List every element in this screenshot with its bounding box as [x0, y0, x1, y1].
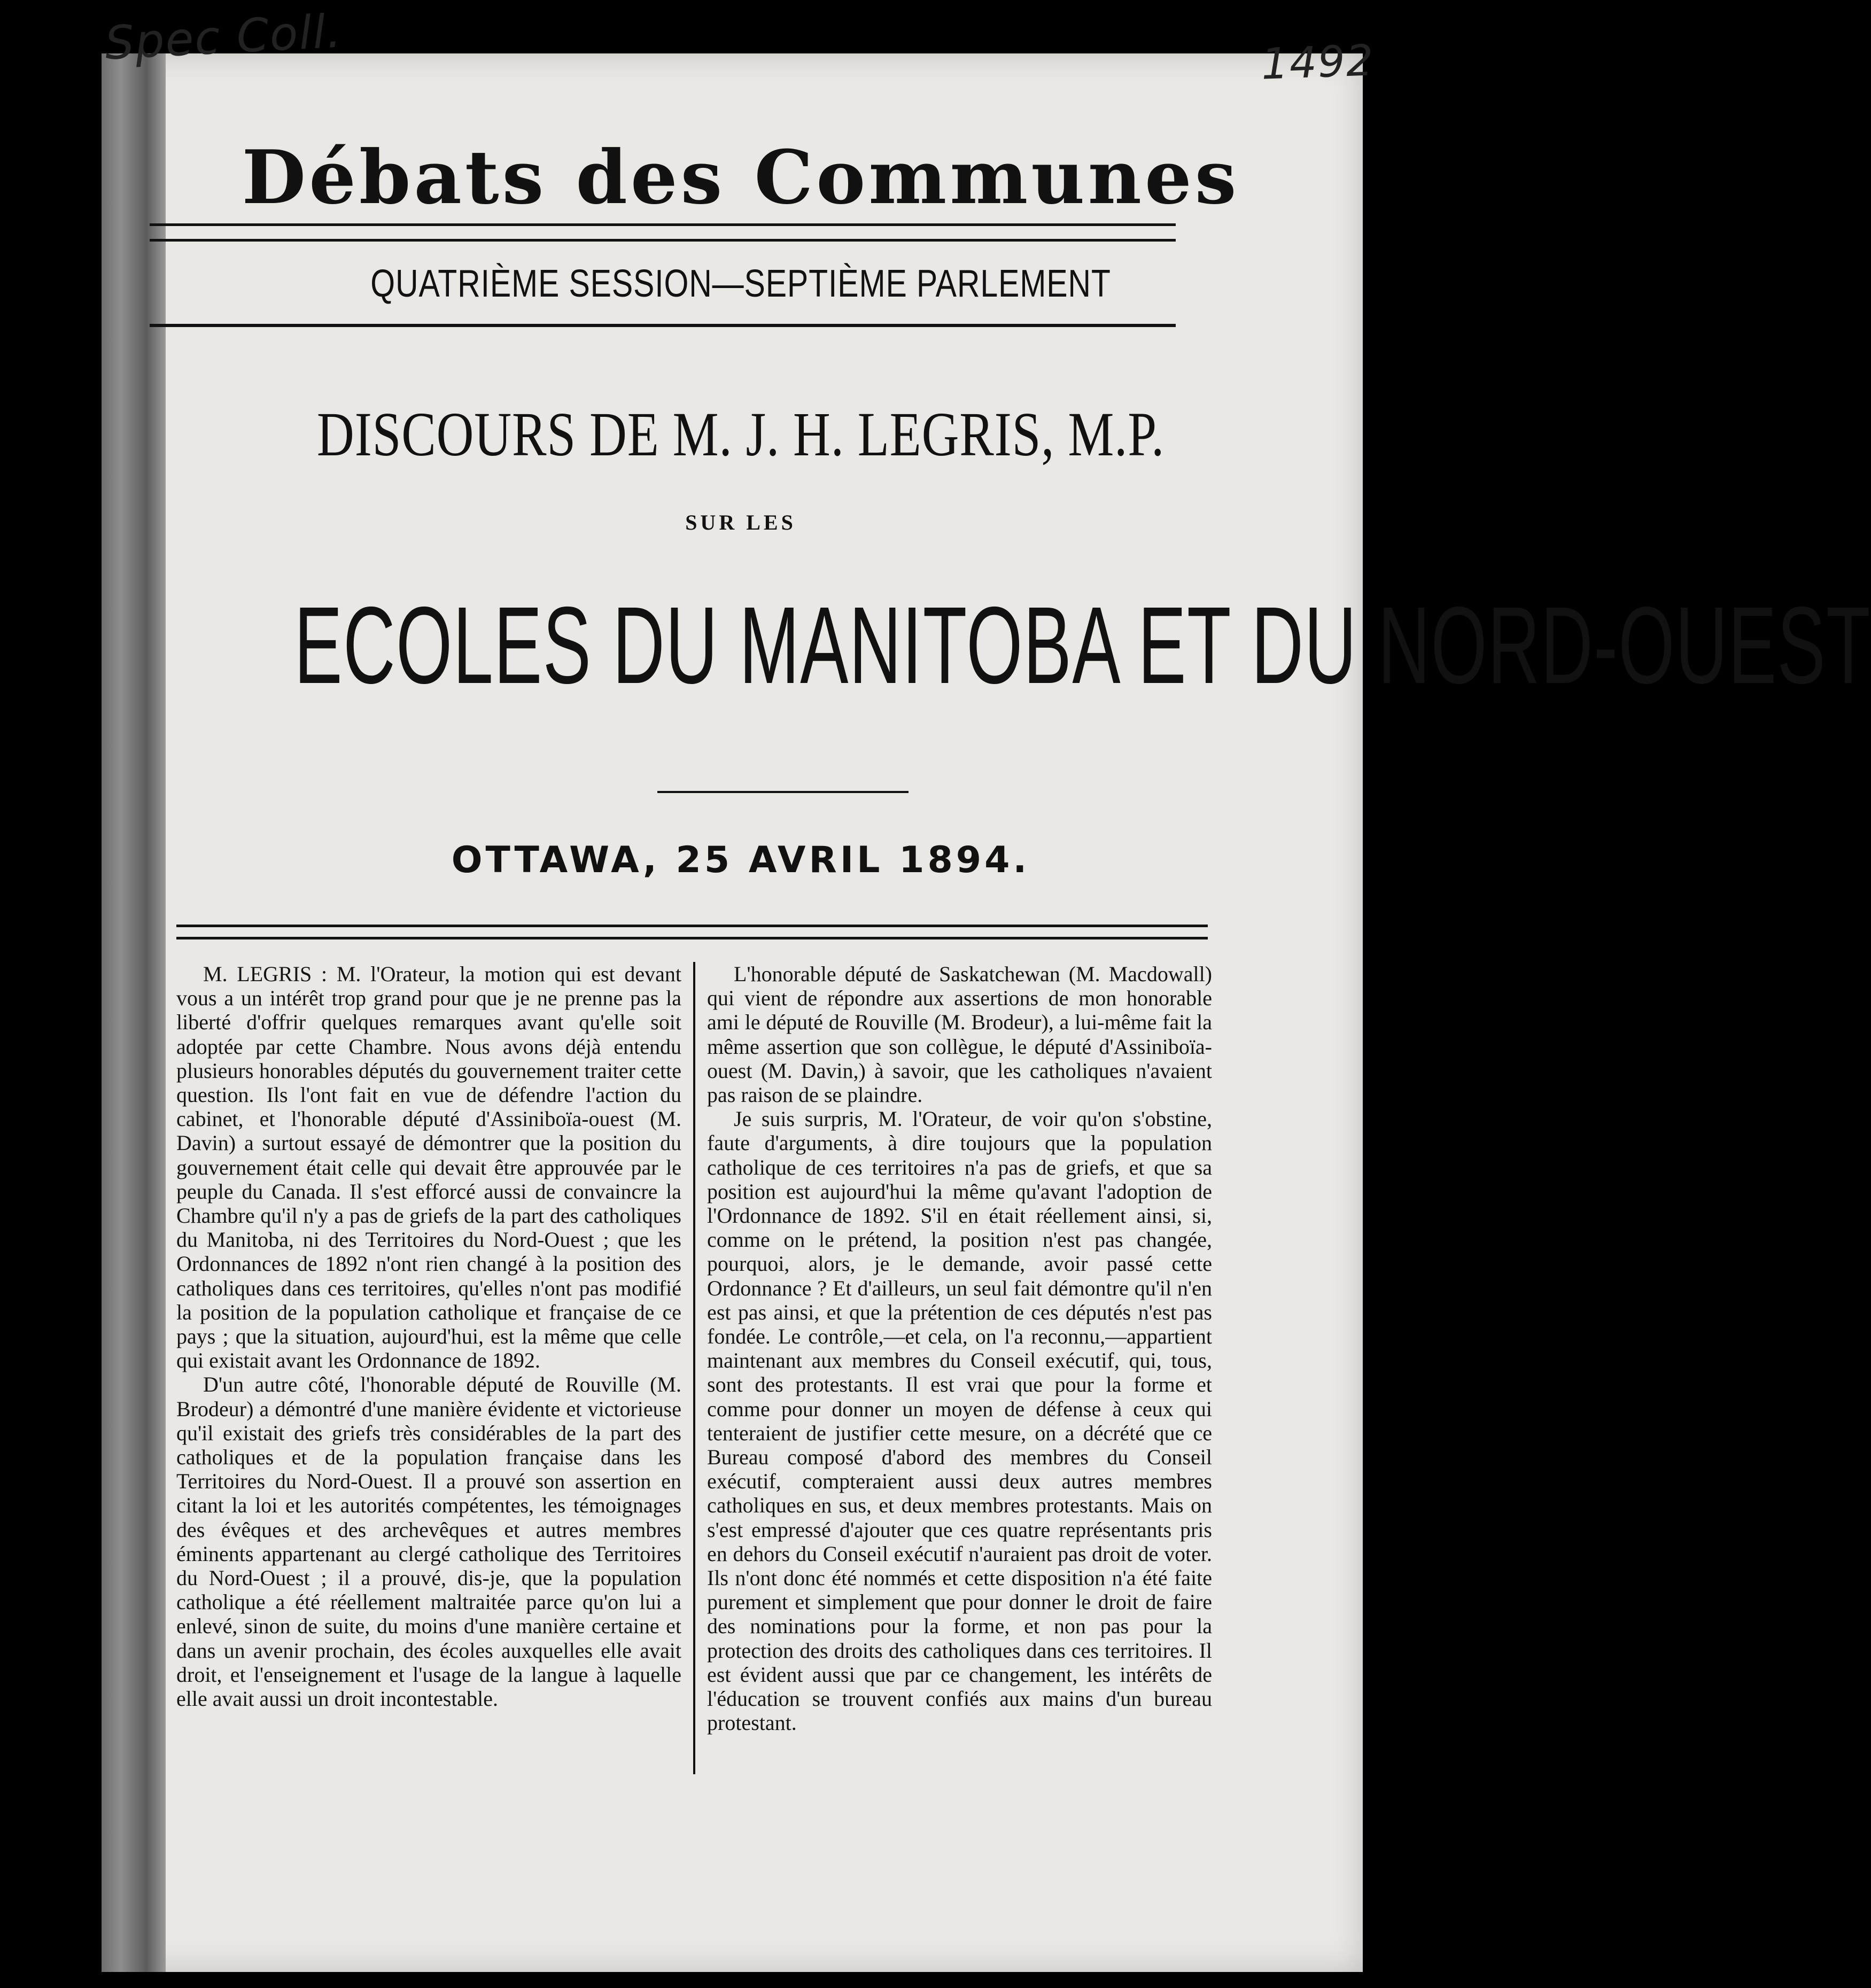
session-line: QUATRIÈME SESSION—SEPTIÈME PARLEMENT [370, 262, 1111, 305]
short-rule [657, 791, 909, 793]
left-column [176, 962, 693, 1785]
paragraph: L'honorable député de Saskatchewan (M. Macdowall) qui vient de répondre aux assertions de mon honorable ami le député de Rouville (M. Brodeur), a lui-même fait la même assertion que son collègue, le député d'Assiniboïa-ouest (M. Davin,) à savoir, que les catholiques n'avaient pas raison de se plaindre. [707, 962, 1212, 1107]
paragraph: D'un autre côté, l'honorable député de Rouville (M. Brodeur) a démontré d'une manière évidente et victorieuse qu'il existait des griefs très considérables de la part des catholiques et de la population française dans les Territoires du Nord-Ouest. Il a prouvé son assertion en citant la loi et les autorités compétentes, les témoignages des évêques et des archevêques et autres membres éminents appartenant au clergé catholique des Territoires du Nord-Ouest ; il a prouvé, dis-je, que la population catholique a été réellement maltraitée parce qu'on lui a enlevé, sinon de suite, du moins d'une manière certaine et dans un avenir prochain, des écoles auxquelles elle avait droit, et l'enseignement et l'usage de la langue à laquelle elle avait aussi un droit incontestable. [176, 1372, 681, 1711]
main-title: ECOLES DU MANITOBA ET DU NORD-OUEST [294, 584, 1871, 706]
double-rule [176, 925, 1208, 939]
right-column [695, 962, 1212, 1785]
paragraph [176, 962, 681, 1372]
paragraph-text: M. l'Orateur, la motion qui est devant vous a un intérêt trop grand pour que je ne prenne pas la liberté d'offrir quelques remarques avant qu'elle soit adoptée par cette Chambre. Nous avons déjà entendu plusieurs honorables députés du gouvernement traiter cette question. Ils l'ont fait en vue de défendre l'action du cabinet, et l'honorable député d'Assiniboïa-ouest (M. Davin) a surtout essayé de démontrer que la position du gouvernement était celle qui devait être approuvée par le peuple du Canada. Il s'est efforcé aussi de convaincre la Chambre qu'il n'y a pas de griefs de la part des catholiques du Manitoba, ni des Territoires du Nord-Ouest ; que les Ordonnances de 1892 n'ont rien changé à la position des catholiques dans ces territoires, qu'elles n'ont pas modifié la position de la population catholique et française de ce pays ; que la situation, aujourd'hui, est la même que celle qui existait avant les Ordonnance de 1892. [176, 962, 681, 1373]
binding-spine [102, 53, 166, 1972]
double-rule [150, 223, 1176, 242]
dateline: OTTAWA, 25 AVRIL 1894. [451, 839, 1030, 881]
sur-les-label: SUR LES [685, 510, 796, 534]
paragraph: Je suis surpris, M. l'Orateur, de voir qu'on s'obstine, faute d'arguments, à dire toujours que la population catholique de ces territoires n'a pas de griefs, et que sa position est aujourd'hui la même qu'avant l'adoption de l'Ordonnance de 1892. S'il en était réellement ainsi, si, comme on le prétend, la position n'est pas changée, pourquoi, alors, je le demande, avoir passé cette Ordonnance ? Et d'ailleurs, un seul fait démontre qu'il n'en est pas ainsi, et que la prétention de ces députés n'est pas fondée. Le contrôle,—et cela, on l'a reconnu,—appartient maintenant aux membres du Conseil exécutif, qui, tous, sont des protestants. Il est vrai que pour la forme et comme pour donner un moyen de défense à ceux qui tenteraient de justifier cette mesure, on a décrété que ce Bureau composé d'abord des membres du Conseil exécutif, compteraient aussi deux autres membres catholiques en sus, et deux membres protestants. Mais on s'est empressé d'ajouter que ces quatre représentants pris en dehors du Conseil exécutif n'auraient pas droit de voter. Ils n'ont donc été nommés et cette disposition n'a été faite purement et simplement que pour donner le droit de faire des nominations pour la forme, et non pas pour la protection des droits des catholiques dans ces territoires. Il est évident aussi que par ce changement, les intérêts de l'éducation se trouvent confiés aux mains d'un bureau protestant. [707, 1107, 1212, 1735]
masthead: Débats des Communes [242, 134, 1240, 221]
body-columns [176, 962, 1218, 1785]
handwritten-note-right: 1492 [1260, 35, 1376, 89]
handwritten-note-left: Spec Coll. [103, 4, 344, 71]
speech-title: DISCOURS DE M. J. H. LEGRIS, M.P. [316, 399, 1165, 469]
rule [150, 324, 1176, 327]
speaker-name: M. LEGRIS : [203, 962, 328, 986]
